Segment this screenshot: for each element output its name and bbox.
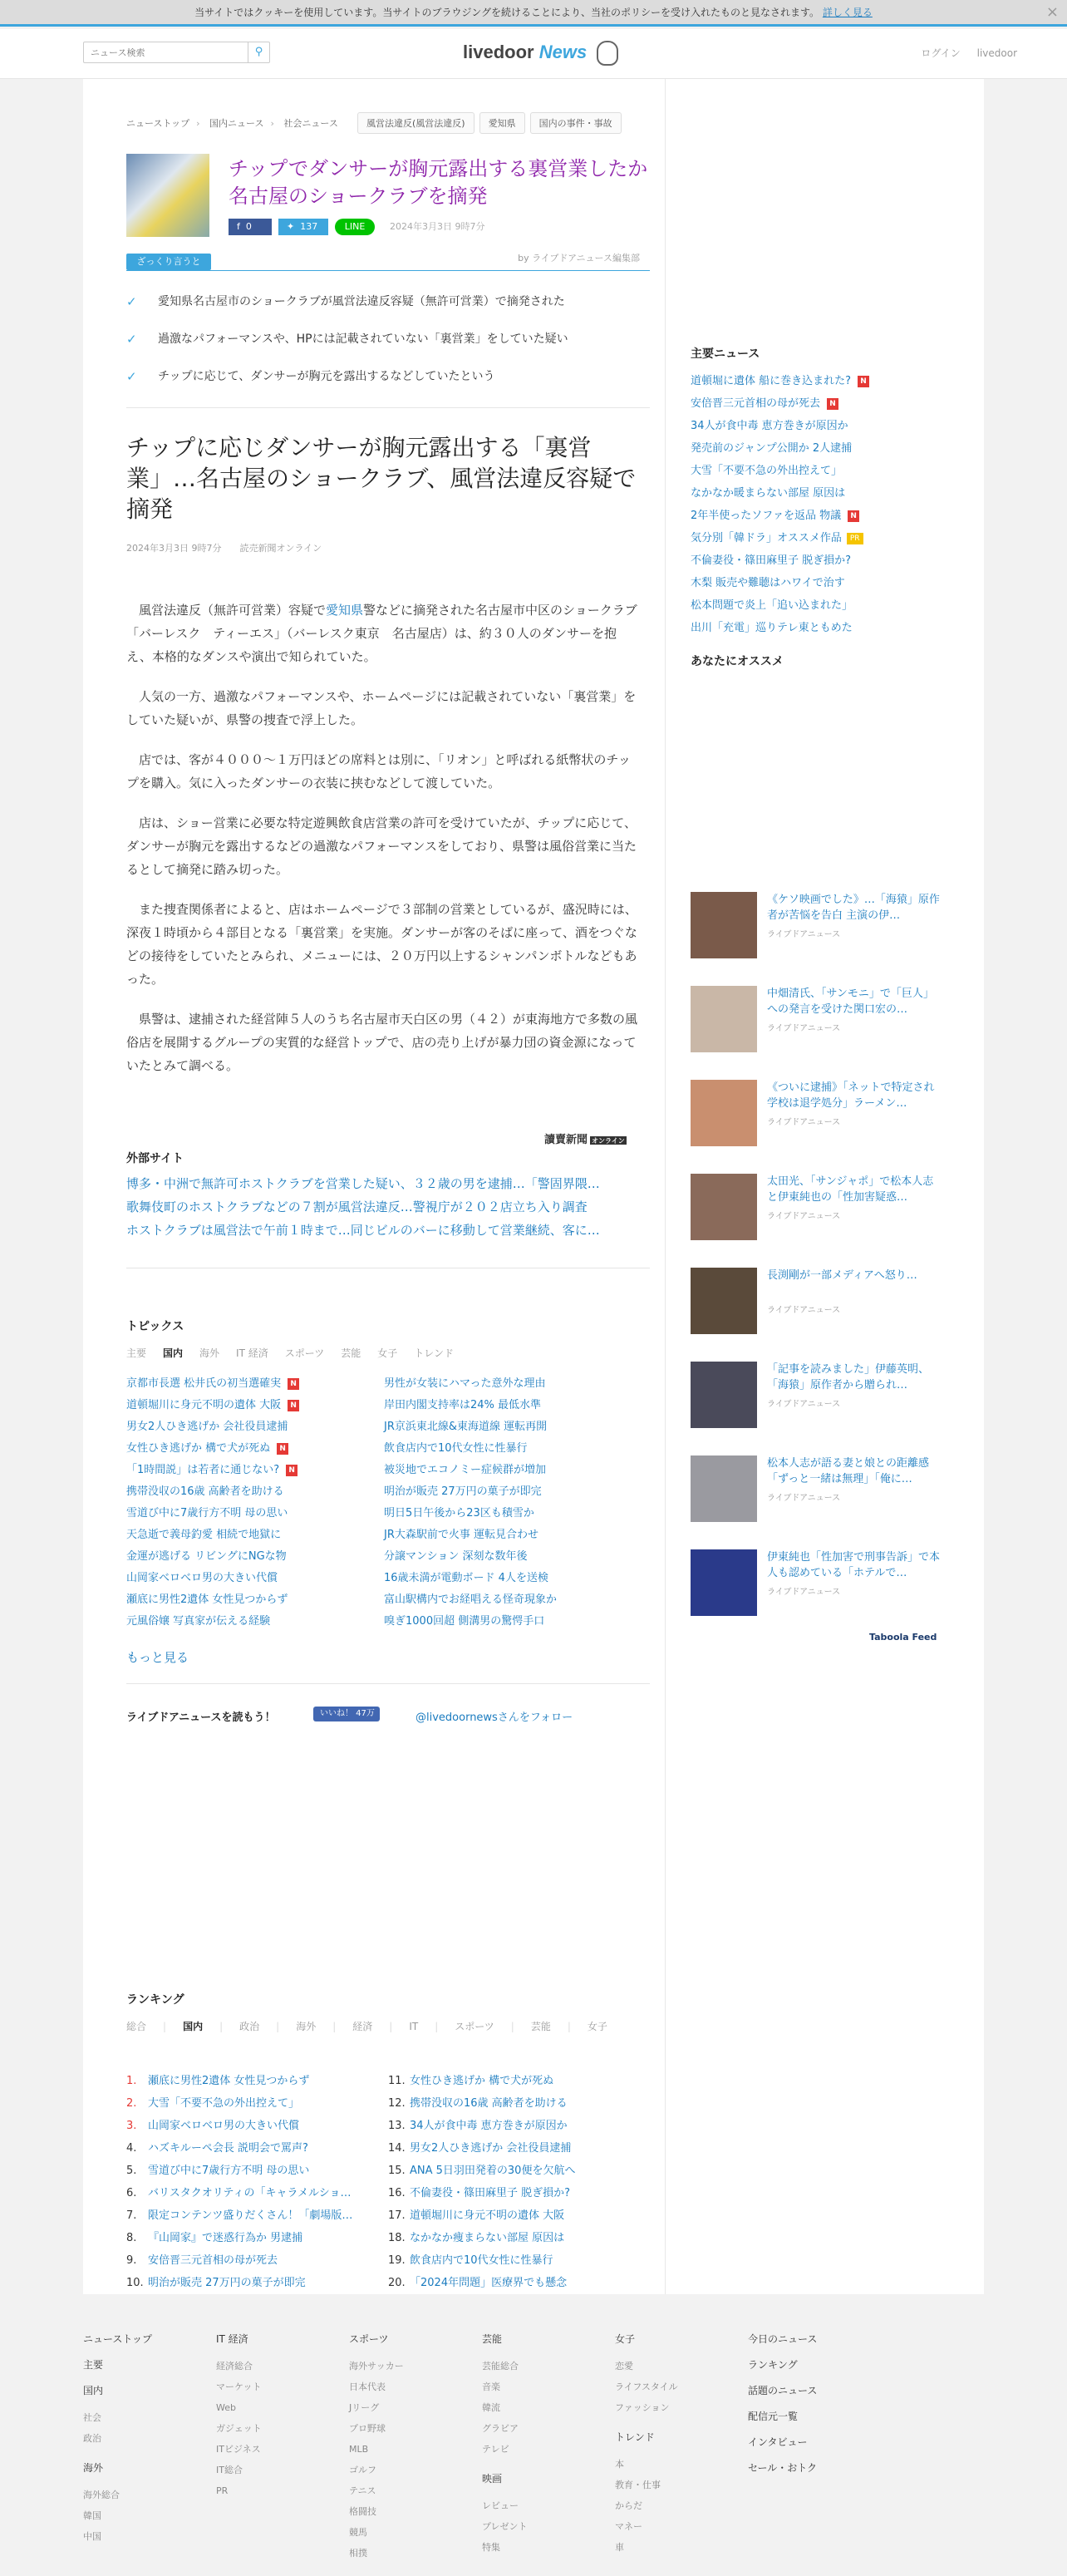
topic-link[interactable]: 金運が逃げる リビングにNGな物 <box>126 1550 287 1563</box>
footer-link[interactable]: ITビジネス <box>216 2444 261 2455</box>
topic-link[interactable]: 富山駅構内でお経唱える怪奇現象か <box>384 1593 558 1606</box>
check-icon: ✓ <box>126 369 137 384</box>
footer-link[interactable]: 政治 <box>83 2433 101 2444</box>
tab-domestic[interactable]: 国内 <box>163 1347 184 1359</box>
rank-number: 16. <box>388 2187 406 2199</box>
rank-number: 15. <box>388 2165 406 2177</box>
ranking-tab[interactable]: スポーツ <box>455 2021 494 2032</box>
topic-link[interactable]: 道頓堀川に身元不明の遺体 大阪 N <box>126 1395 376 1416</box>
footer-heading[interactable]: 今日のニュース <box>748 2333 818 2345</box>
topic-link[interactable]: 雪道び中に7歳行方不明 母の思い <box>126 1507 288 1519</box>
rank-title: ハズキルーペ会長 説明会で罵声? <box>148 2142 308 2155</box>
main-news-link[interactable]: 松本問題で炎上「追い込まれた」 <box>691 599 853 612</box>
ranking-item[interactable] <box>126 2092 376 2115</box>
main-news-heading: 主要ニュース <box>691 347 760 361</box>
card-image[interactable] <box>691 986 757 1052</box>
card-image[interactable] <box>691 1174 757 1240</box>
footer-link[interactable]: Web <box>216 2402 236 2413</box>
ranking-item[interactable] <box>126 2115 376 2137</box>
ranking-tab[interactable]: 芸能 <box>530 2021 551 2032</box>
footer-link[interactable]: からだ <box>615 2500 642 2511</box>
new-badge: N <box>827 398 838 410</box>
footer-link[interactable]: 韓流 <box>482 2402 500 2413</box>
topics-heading: トピックス <box>126 1320 184 1333</box>
summary-list <box>126 293 656 406</box>
card-source: ライブドアニュース <box>767 1118 841 1127</box>
footer-heading[interactable]: トレンド <box>615 2431 655 2443</box>
article-headline: チップに応じダンサーが胸元露出する「裏営業」…名古屋のショークラブ、風営法違反容疑で摘発 <box>126 434 637 523</box>
main-news-link[interactable]: 安倍晋三元首相の母が死去 N <box>691 392 965 415</box>
search-box <box>83 42 270 63</box>
breadcrumb-item[interactable]: ニューストップ <box>126 118 190 129</box>
card-image[interactable] <box>691 1549 757 1616</box>
footer-link[interactable]: 恋愛 <box>615 2361 633 2372</box>
card-image[interactable] <box>691 892 757 958</box>
paragraph: また捜査関係者によると、店はホームページで３部制の営業としているが、盛況時には、深夜１時頃から４部目となる「裏営業」を実施。ダンサーが客のそばに座って、酒をつぐなどの接待をしていたとみられ、メニューには、２０万円以上するシャンパンボトルなどもあった。 <box>126 902 637 987</box>
ranking-item[interactable] <box>388 2204 637 2227</box>
card-title[interactable]: 松本人志が語る妻と娘との距離感「ずっと一緒は無理」「俺に… <box>767 1457 930 1485</box>
footer-link[interactable]: 日本代表 <box>349 2381 386 2392</box>
recommend-card[interactable] <box>691 1268 940 1351</box>
footer-link[interactable]: ライフスタイル <box>615 2381 678 2392</box>
main-news-link[interactable]: 2年半使ったソファを返品 物議 N <box>691 505 965 527</box>
footer-link[interactable]: プレゼント <box>482 2521 528 2532</box>
footer-heading[interactable]: IT 経済 <box>216 2333 248 2345</box>
rank-title: 明治が販売 27万円の菓子が即完 <box>148 2277 306 2289</box>
article-title: チップでダンサーが胸元露出する裏営業したか 名古屋のショークラブを摘発 <box>229 157 648 208</box>
footer-link[interactable]: ガジェット <box>216 2423 262 2434</box>
header-links <box>907 46 1017 60</box>
card-source: ライブドアニュース <box>767 1588 841 1597</box>
tab-entertainment[interactable]: 芸能 <box>341 1347 361 1359</box>
external-links <box>126 1172 642 1242</box>
topic-link[interactable]: 「1時間説」は若者に通じない? N <box>126 1460 376 1481</box>
footer-heading[interactable]: 配信元一覧 <box>748 2411 799 2422</box>
card-source: ライブドアニュース <box>767 1494 841 1503</box>
footer-column <box>748 2332 864 2485</box>
ranking-item[interactable] <box>388 2227 637 2249</box>
logo-text-livedoor: livedoor <box>463 41 534 62</box>
paragraph: 店は、ショー営業に必要な特定遊興飲食店営業の許可を受けていたが、チップに応じて、ダンサーが胸元を露出するなどの過激なパフォーマンスをしており、県警は風俗営業に当たるとして摘発に踏み切った。 <box>126 815 637 877</box>
footer-link[interactable]: 車 <box>615 2542 624 2553</box>
footer-link[interactable]: 経済総合 <box>216 2361 253 2372</box>
recommend-card[interactable] <box>691 1174 940 1257</box>
new-badge: N <box>858 376 869 387</box>
new-badge: N <box>288 1400 299 1411</box>
card-source: ライブドアニュース <box>767 1024 841 1033</box>
external-link[interactable]: ホストクラブは風営法で午前１時まで…同じビルのバーに移動して営業継続、客に… <box>126 1223 600 1238</box>
topic-link[interactable]: 携帯没収の16歳 高齢者を助ける <box>126 1485 284 1498</box>
summary-item: ✓ チップに応じて、ダンサーが胸元を露出するなどしていたという <box>126 369 495 384</box>
rank-number: 11. <box>388 2075 406 2087</box>
external-sites-heading: 外部サイト <box>126 1152 184 1165</box>
rank-number: 18. <box>388 2232 406 2244</box>
tag[interactable]: 愛知県 <box>479 112 525 134</box>
ranking-tab[interactable]: 女子 <box>587 2021 607 2032</box>
rank-number: 17. <box>388 2209 406 2222</box>
rank-title: 瀬底に男性2遺体 女性見つからず <box>148 2075 310 2087</box>
main-news-link[interactable]: なかなか暖まらない部屋 原因は <box>691 487 846 500</box>
ranking-item[interactable] <box>388 2160 637 2182</box>
footer-link[interactable]: 芸能総合 <box>482 2361 519 2372</box>
ranking-item[interactable] <box>388 2092 637 2115</box>
tab-it-economy[interactable]: IT 経済 <box>236 1347 268 1359</box>
recommend-card[interactable] <box>691 1080 940 1163</box>
topic-link[interactable]: 明日5日午後から23区も積雪か <box>384 1507 534 1519</box>
card-title[interactable]: 《ケソ映画でした》…「海猿」原作者が苦悩を告白 主演の伊… <box>767 894 940 922</box>
footer-link[interactable]: 競馬 <box>349 2527 367 2538</box>
footer-heading[interactable]: 女子 <box>615 2333 636 2345</box>
footer-link[interactable]: 相撲 <box>349 2548 367 2559</box>
topics-tabs <box>126 1346 470 1360</box>
article-date: 2024年3月3日 9時7分 <box>390 221 485 232</box>
footer-column <box>615 2332 731 2558</box>
rank-number: 3. <box>126 2120 137 2132</box>
rank-title: 男女2人ひき逃げか 会社役員逮捕 <box>410 2142 572 2155</box>
recommend-card[interactable] <box>691 892 940 975</box>
main-news-link[interactable]: 道頓堀に遺体 船に巻き込まれた? N <box>691 370 965 392</box>
share-bar <box>229 219 485 235</box>
ranking-item[interactable] <box>388 2272 637 2294</box>
footer-link[interactable]: マーケット <box>216 2381 262 2392</box>
recommend-card[interactable] <box>691 1362 940 1445</box>
rank-title: なかなか痩まらない部屋 原因は <box>410 2232 565 2244</box>
paragraph: 店では、客が４０００～１万円ほどの席料とは別に、「リオン」と呼ばれる紙幣状のチップを購入。気に入ったダンサーの衣装に挟むなどして渡していた。 <box>126 752 631 791</box>
external-link[interactable]: 歌舞伎町のホストクラブなどの７割が風営法違反…警視庁が２０２店立ち入り調査 <box>126 1199 588 1214</box>
livedoor-link[interactable]: livedoor <box>976 47 1017 59</box>
mascot-icon <box>597 41 618 66</box>
article-thumbnail[interactable] <box>126 154 209 237</box>
topics-right-column <box>384 1373 633 1633</box>
topic-link[interactable]: 天急逝で義母釣愛 相続で地獄に <box>126 1529 282 1541</box>
footer-column <box>83 2332 199 2547</box>
rank-title: ANA 5日羽田発着の30便を欠航へ <box>410 2165 576 2177</box>
footer-heading[interactable]: スポーツ <box>349 2333 389 2345</box>
ranking-item[interactable] <box>126 2137 376 2160</box>
footer-heading[interactable]: ニューストップ <box>83 2333 153 2345</box>
ranking-item[interactable] <box>126 2272 376 2294</box>
main-news-link[interactable]: 不倫妻役・篠田麻里子 脱ぎ損か? <box>691 554 852 567</box>
topic-link[interactable]: 飲食店内で10代女性に性暴行 <box>384 1442 528 1455</box>
topic-link[interactable]: 瀬底に男性2遺体 女性見つからず <box>126 1593 288 1606</box>
footer-link[interactable]: IT総合 <box>216 2465 243 2475</box>
rank-number: 1. <box>126 2075 137 2087</box>
new-badge: N <box>848 510 859 522</box>
rank-title: 不倫妻役・篠田麻里子 脱ぎ損か? <box>410 2187 571 2199</box>
footer-link[interactable]: 海外サッカー <box>349 2361 404 2372</box>
rank-number: 20. <box>388 2277 406 2289</box>
tab-separator: | <box>435 2021 439 2032</box>
summary-item: ✓ 過激なパフォーマンスや、HPには記載されていない「裏営業」をしていた疑い <box>126 332 568 347</box>
topics-left-column <box>126 1373 376 1633</box>
topic-link[interactable]: 元風俗嬢 写真家が伝える経験 <box>126 1615 271 1628</box>
tag[interactable]: 風営法違反(風営法違反) <box>357 112 474 134</box>
yomiuri-logo[interactable]: 讀賣新聞 オンライン <box>544 1134 625 1146</box>
tab-women[interactable]: 女子 <box>377 1347 398 1359</box>
card-source: ライブドアニュース <box>767 1212 841 1221</box>
rank-title: 山岡家ベロベロ男の大きい代償 <box>148 2120 300 2132</box>
footer-link[interactable]: 本 <box>615 2459 624 2470</box>
footer-heading[interactable]: 話題のニュース <box>748 2385 818 2396</box>
external-link[interactable]: 博多・中洲で無許可ホストクラブを営業した疑い、３２歳の男を逮捕…「警固界隈… <box>126 1176 600 1191</box>
ranking-item[interactable] <box>126 2070 376 2092</box>
article-body <box>126 598 642 1094</box>
rank-title: 『山岡家』で迷惑行為か 男逮捕 <box>148 2232 303 2244</box>
facebook-share-button[interactable]: f 0 <box>229 219 272 235</box>
main-column <box>83 79 665 2294</box>
recommend-card[interactable] <box>691 1549 940 1633</box>
ranking-tab[interactable]: 海外 <box>296 2021 317 2032</box>
ranking-heading: ランキング <box>126 1993 184 2007</box>
ranking-item[interactable] <box>126 2227 376 2249</box>
rank-title: 「2024年問題」医療界でも懸念 <box>410 2277 568 2289</box>
footer-link[interactable]: 音楽 <box>482 2381 500 2392</box>
summary-label: ざっくり言うと <box>126 254 211 270</box>
footer-heading[interactable]: 映画 <box>482 2473 503 2485</box>
taboola-feed-label[interactable]: Taboola Feed <box>869 1632 937 1643</box>
byline: by ライブドアニュース編集部 <box>518 253 640 264</box>
ranking-item[interactable] <box>388 2137 637 2160</box>
tab-separator: | <box>163 2021 167 2032</box>
recommend-card[interactable] <box>691 1455 940 1539</box>
site-header <box>0 29 1067 79</box>
footer-link[interactable]: PR <box>216 2485 229 2496</box>
topic-link[interactable]: 京都市長選 松井氏の初当選確実 N <box>126 1373 376 1395</box>
pr-badge: PR <box>847 533 863 544</box>
search-input[interactable] <box>84 42 242 62</box>
ranking-left-column <box>126 2070 376 2294</box>
topic-link[interactable]: 明治が販売 27万円の菓子が即完 <box>384 1485 542 1498</box>
paragraph: 風営法違反（無許可営業）容疑で愛知県警などに摘発された名古屋市中区のショークラブ「バーレスク ティーエス」（バーレスク東京 名古屋店）は、約３０人のダンサーを抱え、本格的なダンスや演出で知られていた。 <box>126 603 637 664</box>
main-news-link[interactable]: 出川「充電」巡りテレ東ともめた <box>691 622 853 634</box>
footer-link[interactable]: Jリーグ <box>349 2402 380 2413</box>
cookie-details-link[interactable]: 詳しく見る <box>822 7 873 18</box>
paragraph: 人気の一方、過激なパフォーマンスや、ホームページには記載されていない「裏営業」をしていた疑いが、県警の捜査で浮上した。 <box>126 689 637 727</box>
rank-title: 限定コンテンツ盛りだくさん！「劇場版… <box>148 2209 353 2222</box>
ranking-tab[interactable]: 経済 <box>352 2021 373 2032</box>
tab-sports[interactable]: スポーツ <box>284 1347 325 1359</box>
footer-link[interactable]: 中国 <box>83 2531 101 2542</box>
footer-link[interactable]: 教育・仕事 <box>615 2480 661 2490</box>
topic-link[interactable]: 嗅ぎ1000回超 側溝男の驚愕手口 <box>384 1615 545 1628</box>
breadcrumb-item[interactable]: 国内ニュース <box>209 118 264 129</box>
rank-number: 7. <box>126 2209 137 2222</box>
ranking-item[interactable] <box>388 2249 637 2272</box>
rank-title: 携帯没収の16歳 高齢者を助ける <box>410 2097 568 2110</box>
rank-title: 道頓堀川に身元不明の遺体 大阪 <box>410 2209 565 2222</box>
ranking-item[interactable] <box>388 2115 637 2137</box>
card-title[interactable]: 「記事を読みました」伊藤英明、「海猿」原作者から贈られ… <box>767 1363 930 1391</box>
main-news-link[interactable]: 気分別「韓ドラ」オススメ作品 PR <box>691 527 965 549</box>
main-news-list <box>691 370 965 639</box>
topic-link[interactable]: 被災地でエコノミー症候群が増加 <box>384 1464 547 1476</box>
follow-text: ライブドアニュースを読もう！ <box>126 1712 276 1724</box>
main-news-link[interactable]: 発売前のジャンプ公開か 2人逮捕 <box>691 442 853 455</box>
footer-heading[interactable]: 主要 <box>83 2359 104 2371</box>
recommend-heading: あなたにオススメ <box>691 655 784 668</box>
card-title[interactable]: 長渕剛が一部メディアへ怒り… <box>767 1269 917 1282</box>
site-footer <box>0 2294 1067 2576</box>
check-icon: ✓ <box>126 332 137 347</box>
rank-number: 19. <box>388 2254 406 2267</box>
footer-link[interactable]: テレビ <box>482 2444 509 2455</box>
footer-heading[interactable]: 芸能 <box>482 2333 503 2345</box>
footer-link[interactable]: プロ野球 <box>349 2423 386 2434</box>
summary-item: ✓ 愛知県名古屋市のショークラブが風営法違反容疑（無許可営業）で摘発された <box>126 294 565 309</box>
ranking-item[interactable] <box>126 2182 376 2204</box>
tab-separator: | <box>510 2021 514 2032</box>
article-meta: 2024年3月3日 9時7分 読売新聞オンライン <box>126 543 322 554</box>
main-news-link[interactable]: 木梨 販売や難聴はハワイで治す <box>691 577 845 589</box>
footer-column <box>482 2332 598 2558</box>
footer-link[interactable]: テニス <box>349 2485 376 2496</box>
rank-number: 13. <box>388 2120 406 2132</box>
card-source: ライブドアニュース <box>767 1400 841 1409</box>
topic-link[interactable]: JR大森駅前で火事 運転見合わせ <box>384 1529 538 1541</box>
rank-number: 9. <box>126 2254 137 2267</box>
tab-separator: | <box>389 2021 393 2032</box>
ranking-tabs <box>126 2019 624 2033</box>
twitter-share-button[interactable]: ✦ 137 <box>278 219 328 235</box>
footer-column <box>216 2332 332 2501</box>
topic-link[interactable]: 16歳未満が電動ボード 4人を送検 <box>384 1572 548 1584</box>
ranking-tab[interactable]: 国内 <box>183 2021 204 2032</box>
topic-link[interactable]: 男性が女装にハマった意外な理由 <box>384 1377 546 1390</box>
ranking-tab[interactable]: IT <box>409 2021 419 2032</box>
divider <box>126 1683 650 1684</box>
new-badge: N <box>286 1465 297 1476</box>
card-image[interactable] <box>691 1362 757 1428</box>
tab-overseas[interactable]: 海外 <box>199 1347 220 1359</box>
close-icon[interactable]: × <box>1045 3 1059 21</box>
footer-link[interactable]: 格闘技 <box>349 2506 376 2517</box>
card-source: ライブドアニュース <box>767 1306 841 1315</box>
rank-title: 女性ひき逃げか 構で犬が死ぬ <box>410 2075 554 2087</box>
paragraph: 県警は、逮捕された経営陣５人のうち名古屋市天白区の男（４２）が東海地方で多数の風俗店を展開するグループの実質的な経営トップで、店の売り上げが暴力団の資金源になっていたとみて調べる。 <box>126 1012 638 1073</box>
footer-link[interactable]: 社会 <box>83 2412 101 2423</box>
rank-number: 14. <box>388 2142 406 2155</box>
ranking-tab[interactable]: 総合 <box>126 2021 147 2032</box>
tab-trend[interactable]: トレンド <box>414 1347 454 1359</box>
footer-link[interactable]: 特集 <box>482 2542 500 2553</box>
footer-link[interactable]: グラビア <box>482 2423 519 2434</box>
card-title[interactable]: 伊東純也「性加害で刑事告訴」で本人も認めている「ホテルで… <box>767 1551 941 1579</box>
ranking-item[interactable] <box>388 2070 637 2092</box>
rank-title: 大雪「不要不急の外出控えて」 <box>148 2097 300 2110</box>
card-title[interactable]: 《ついに逮捕》「ネットで特定され学校は退学処分」ラーメン… <box>767 1081 935 1110</box>
rank-title: 飲食店内で10代女性に性暴行 <box>410 2254 553 2267</box>
breadcrumb: ニューストップ › 国内ニュース › 社会ニュース <box>126 118 338 129</box>
sidebar <box>665 79 984 2294</box>
main-news-link[interactable]: 34人が食中毒 恵方巻きが原因か <box>691 420 848 432</box>
rank-number: 2. <box>126 2097 137 2110</box>
topic-link[interactable]: 山岡家ベロベロ男の大きい代償 <box>126 1572 278 1584</box>
tab-separator: | <box>219 2021 224 2032</box>
card-title[interactable]: 太田光、「サンジャポ」で松本人志と伊東純也の「性加害疑惑… <box>767 1175 934 1204</box>
ranking-item[interactable] <box>126 2160 376 2182</box>
card-image[interactable] <box>691 1268 757 1334</box>
check-icon: ✓ <box>126 294 137 309</box>
footer-heading[interactable]: セール・おトク <box>748 2462 818 2474</box>
footer-link[interactable]: レビュー <box>482 2500 519 2511</box>
tab-main[interactable]: 主要 <box>126 1347 147 1359</box>
rank-number: 5. <box>126 2165 137 2177</box>
footer-heading[interactable]: 海外 <box>83 2462 104 2474</box>
topic-link[interactable]: 男女2人ひき逃げか 会社役員逮捕 <box>126 1421 288 1433</box>
keyword-link[interactable]: 愛知県 <box>326 603 364 618</box>
ranking-item[interactable] <box>126 2249 376 2272</box>
line-share-button[interactable]: LINE <box>335 219 375 235</box>
footer-column <box>349 2332 465 2564</box>
footer-heading[interactable]: ランキング <box>748 2359 798 2371</box>
ranking-right-column <box>388 2070 637 2294</box>
rank-number: 4. <box>126 2142 137 2155</box>
footer-link[interactable]: 海外総合 <box>83 2490 120 2500</box>
facebook-like-button[interactable]: いいね！ 47万 <box>313 1707 380 1721</box>
login-link[interactable]: ログイン <box>921 47 961 59</box>
tag[interactable]: 国内の事件・事故 <box>530 112 622 134</box>
more-link[interactable]: もっと見る <box>126 1650 189 1665</box>
search-icon[interactable]: ⚲ <box>248 42 269 62</box>
rank-number: 8. <box>126 2232 137 2244</box>
card-source: ライブドアニュース <box>767 930 841 939</box>
ranking-tab[interactable]: 政治 <box>239 2021 260 2032</box>
card-title[interactable]: 中畑清氏、「サンモニ」で「巨人」への発言を受けた関口宏の… <box>767 988 934 1016</box>
footer-link[interactable]: ゴルフ <box>349 2465 376 2475</box>
new-badge: N <box>277 1443 288 1455</box>
footer-link[interactable]: 韓国 <box>83 2510 101 2521</box>
card-image[interactable] <box>691 1455 757 1522</box>
rank-number: 6. <box>126 2187 137 2199</box>
tab-separator: | <box>567 2021 571 2032</box>
rank-title: 34人が食中毒 恵方巻きが原因か <box>410 2120 568 2132</box>
logo-text-news: News <box>538 41 588 62</box>
rank-number: 12. <box>388 2097 406 2110</box>
main-news-link[interactable]: 大雪「不要不急の外出控えて」 <box>691 465 843 477</box>
tab-separator: | <box>276 2021 280 2032</box>
new-badge: N <box>288 1378 299 1390</box>
rank-number: 10. <box>126 2277 144 2289</box>
card-image[interactable] <box>691 1080 757 1146</box>
footer-link[interactable]: ファッション <box>615 2402 670 2413</box>
cookie-text: 当サイトではクッキーを使用しています。当サイトのブラウジングを続けることにより、当社のポリシーを受け入れたものと見なされます。 <box>194 7 820 18</box>
footer-heading[interactable]: インタビュー <box>748 2436 808 2448</box>
breadcrumb-item[interactable]: 社会ニュース <box>283 118 338 129</box>
tag-list <box>357 112 627 134</box>
rank-title: バリスタクオリティの「キャラメルショ… <box>148 2187 352 2199</box>
site-logo[interactable] <box>463 41 618 66</box>
divider <box>126 407 650 408</box>
ranking-item[interactable] <box>126 2204 376 2227</box>
recommend-card[interactable] <box>691 986 940 1069</box>
twitter-follow-link[interactable]: @livedoornewsさんをフォロー <box>415 1712 573 1724</box>
topic-link[interactable]: 分譲マンション 深刻な数年後 <box>384 1550 528 1563</box>
ranking-item[interactable] <box>388 2182 637 2204</box>
rank-title: 雪道び中に7歳行方不明 母の思い <box>148 2165 310 2177</box>
tab-separator: | <box>332 2021 337 2032</box>
footer-link[interactable]: MLB <box>349 2444 369 2455</box>
rank-title: 安倍晋三元首相の母が死去 <box>148 2254 278 2267</box>
topic-link[interactable]: 岸田内閣支持率は24% 最低水準 <box>384 1399 542 1411</box>
topic-link[interactable]: JR京浜東北線&東海道線 運転再開 <box>384 1421 548 1433</box>
divider <box>126 270 650 271</box>
cookie-banner <box>0 0 1067 27</box>
topic-link[interactable]: 女性ひき逃げか 構で犬が死ぬ N <box>126 1438 376 1460</box>
footer-heading[interactable]: 国内 <box>83 2385 104 2396</box>
footer-link[interactable]: マネー <box>615 2521 642 2532</box>
